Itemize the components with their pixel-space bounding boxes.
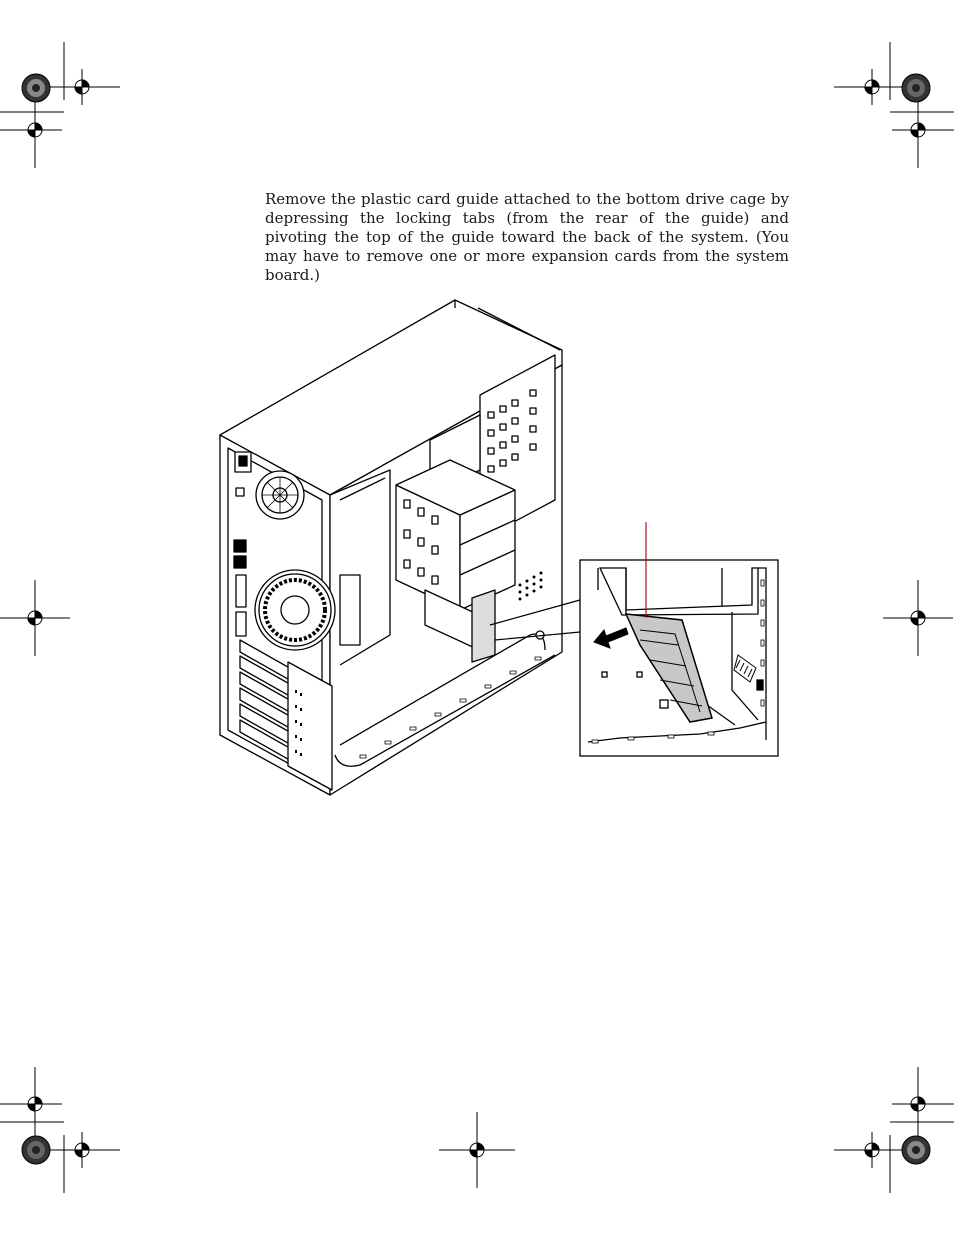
instruction-paragraph: Remove the plastic card guide attached to the bottom drive cage by depressing the locking tabs (from the rear of the guide) and pivoting the top of the guide toward the back of the system. (You may have to remove one or more expansion cards from the system board.) [265, 190, 789, 284]
detail-inset [580, 560, 778, 756]
color-wheel-icon [22, 1136, 50, 1164]
color-wheel-icon [902, 74, 930, 102]
color-wheel-icon [22, 74, 50, 102]
color-wheel-icon [902, 1136, 930, 1164]
computer-case-drawing [220, 300, 562, 795]
